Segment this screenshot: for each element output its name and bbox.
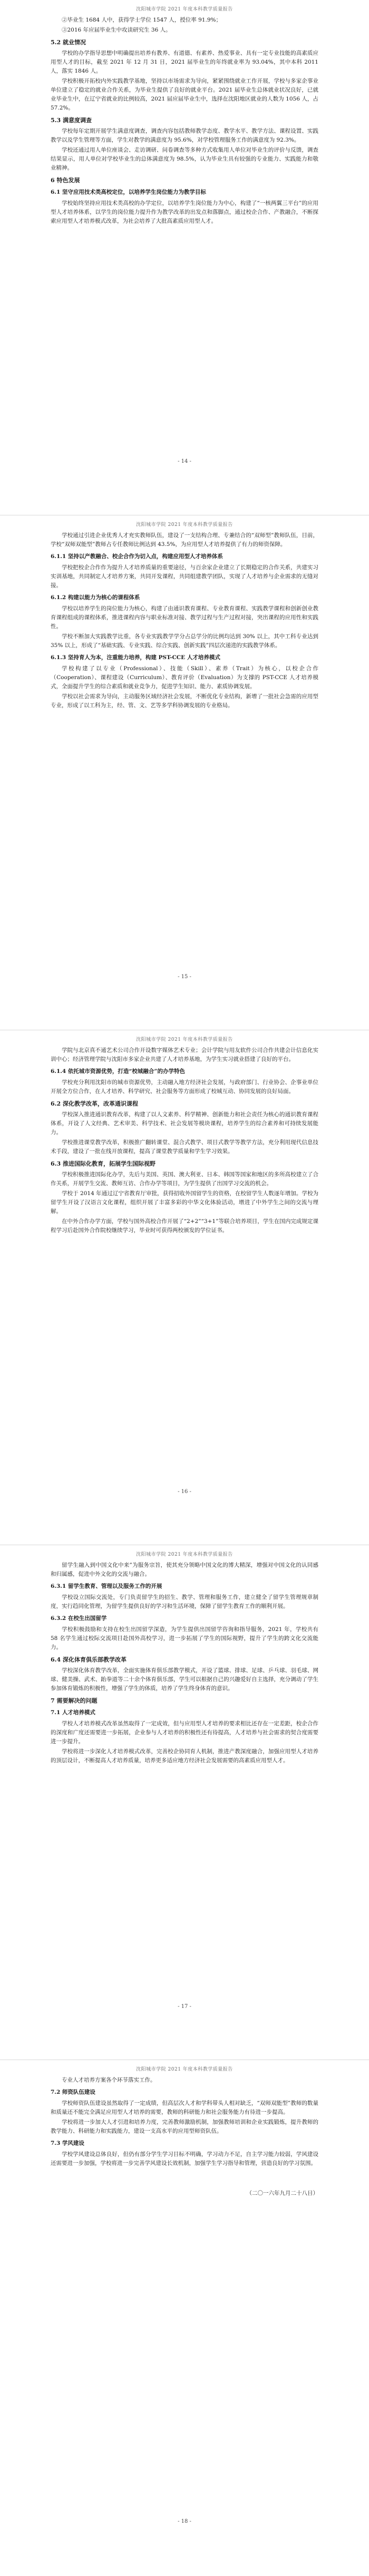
paragraph: 学校每年定期开展学生满意度调查，调查内容包括教师教学态度、教学水平、教学方法、课程设置、实践教学以及学生管理等方面，学生对教学的满意度为 95.6%，对学校管理服务工作的满意度为 92.3%。 <box>51 128 318 143</box>
running-head: 沈阳城市学院 2021 年度本科教学质量报告 <box>136 2067 233 2072</box>
paragraph: 在中外合作办学方面，学校与国外高校合作开展了“2+2”“3+1”等联合培养项目，学生在国内完成规定课程学习后赴国外合作院校继续学习，毕业时可获得两校颁发的学位证书。 <box>51 1218 318 1234</box>
paragraph: 留学生融入到中国文化中来”为服务宗旨，使其充分领略中国文化的博大精深，增强对中国文化的认同感和归属感，促进中外文化的交流与融合。 <box>51 1562 318 1577</box>
subsection-heading: 7.1 人才培养模式 <box>51 1709 95 1716</box>
running-head: 沈阳城市学院 2021 年度本科教学质量报告 <box>136 1037 233 1042</box>
paragraph: 学校将进一步深化人才培养模式改革，完善校企协同育人机制，推进产教深度融合，加强应用型人才培养的顶层设计，不断提高人才培养质量，培养更多适应地方经济社会发展需要的高素质应用型人才。 <box>51 1748 318 1764</box>
section-heading: 6 特色发展 <box>51 177 80 184</box>
running-head: 沈阳城市学院 2021 年度本科教学质量报告 <box>136 7 233 12</box>
paragraph: 学校将进一步加大人才引进和培养力度，完善教师激励机制，加强教师培训和企业实践锻炼，提升教师的教学能力、科研能力和实践能力，建设一支高水平的应用型师资队伍。 <box>51 2119 318 2134</box>
paragraph: 学校深化体育教学改革，全面实施体育俱乐部教学模式，开设了篮球、排球、足球、乒乓球、羽毛球、网球、健美操、武术、跆拳道等二十余个体育俱乐部，学生可以根据自己的兴趣爱好自主选择，充分调动了学生参加体育锻炼的积极性，增强了学生的体质，培养了学生终身体育的意识。 <box>51 1667 318 1692</box>
paragraph: 专业人才培养方案各个环节落实工作。 <box>62 2077 156 2083</box>
paragraph: 学校学风建设总体良好，但仍有部分学生学习目标不明确，学习动力不足，自主学习能力较弱，学风建设还需要进一步加强，学校将进一步完善学风建设长效机制，加强学生学习指导和管理，营造良好的学习氛围。 <box>51 2151 318 2166</box>
paragraph: 学校师资队伍建设虽然取得了一定成绩，但高层次人才和学科带头人相对缺乏，“双师双能型”教师的数量和质量还不能完全满足应用型人才培养的需要，教师的科研能力和社会服务能力有待进一步提高。 <box>51 2100 318 2115</box>
page-number: - 16 - <box>178 1489 191 1495</box>
subsection-heading: 7.2 师资队伍建设 <box>51 2089 95 2095</box>
paragraph: 学校积极开拓校内外实践教学基地，坚持以市场需求为导向，紧紧围绕就业工作开展，学校与多家企事业单位建立了稳定的就业合作关系，为毕业生提供了良好的就业平台。2021 届毕业生总体就业状况良好，已就业毕业生中，在辽宁省就业的比例较高，2021 届应届毕业生中，选择在沈阳地区就业的人数为 1056 人，占 57.2%。 <box>51 78 318 111</box>
document-page-3 <box>0 1030 369 1545</box>
paragraph: 学院与北京真不通艺术公司合作开设数字媒体艺术专业；会计学院与用友软件公司合作共建会计信息化实训中心；经济管理学院与沈阳市多家企业共建了人才培养基地，为学生实习就业搭建了良好的平台。 <box>51 1047 318 1062</box>
page-body <box>51 531 318 711</box>
section-heading: 5.3 满意度调查 <box>51 117 92 124</box>
page-body <box>51 1561 318 1766</box>
paragraph: 学校积极鼓励和支持在校生出国留学深造，为学生提供出国留学咨询和指导服务，2021 年，学校共有 58 名学生通过校际交流项目赴国外高校学习，进一步拓展了学生的国际视野，提升了学生的跨文化交流能力。 <box>51 1626 318 1650</box>
subsection-heading: 6.3.1 留学生教育、管理以及服务工作的开展 <box>51 1583 162 1589</box>
paragraph: 学校推进课堂教学改革，积极推广翻转课堂、混合式教学、项目式教学等教学方法，充分利用现代信息技术手段，建设了一批在线开放课程，提高了课堂教学质量和学生学习效果。 <box>51 1139 318 1155</box>
paragraph: 学校不断加大实践教学比重，各专业实践教学学分占总学分的比例均达到 30% 以上，其中工科专业达到 35% 以上，形成了“基础实践、专业实践、综合实践、创新实践”四层次递进的实践教学体系。 <box>51 633 318 649</box>
paragraph: 学校积极推进国际化办学，先后与美国、英国、澳大利亚、日本、韩国等国家和地区的多所高校建立了合作关系，开展学生交流、教师互访、合作办学等项目，为学生提供了出国学习交流的机会。 <box>51 1171 318 1187</box>
list-item: ③2016 年应届毕业生中攻读研究生 36 人。 <box>62 27 171 33</box>
subsection-heading: 6.1 坚守应用技术类高校定位，以培养学生岗位能力为教学目标 <box>51 189 206 195</box>
paragraph: 学校设立国际交流处，专门负责留学生的招生、教学、管理和服务工作，建立健全了留学生管理规章制度，实行趋同化管理，为留学生提供良好的学习和生活环境，保障了留学生教育工作的顺利开展。 <box>51 1594 318 1609</box>
page-body <box>51 2076 318 2204</box>
section-heading: 7 需要解决的问题 <box>51 1697 98 1704</box>
page-number: - 17 - <box>178 2004 191 2010</box>
document-page-4 <box>0 1545 369 2060</box>
subsection-heading: 7.3 学风建设 <box>51 2140 84 2146</box>
document-page-2 <box>0 515 369 1030</box>
subsection-heading: 6.1.4 依托城市资源优势，打造“校城融合”的办学特色 <box>51 1068 185 1075</box>
paragraph: 学校通过引进企业优秀人才充实教师队伍，建设了一支结构合理、专兼结合的“双师型”教师队伍，目前，学校“双师双能型”教师占专任教师比例达到 43.5%，为应用型人才培养提供了有力的师资保障。 <box>51 532 318 548</box>
paragraph: 学校始终坚持应用技术类高校的办学定位，以培养学生岗位能力为中心，构建了“一核两翼三平台”的应用型人才培养体系，以学生的岗位能力提升作为教学改革的出发点和落脚点，通过校企合作、产教融合，不断探索应用型人才培养模式改革，为社会培养了大批高素质应用型人才。 <box>51 200 318 224</box>
page-number: - 18 - <box>178 2519 191 2524</box>
page-number: - 14 - <box>178 459 191 464</box>
document-page-5 <box>0 2060 369 2575</box>
page-body <box>51 16 318 227</box>
subsection-heading: 6.1.3 坚持育人为本，注重能力培养，构建 PST-CCE 人才培养模式 <box>51 654 220 661</box>
paragraph: 学校人才培养模式改革虽然取得了一定成效，但与应用型人才培养的要求相比还存在一定差距，校企合作的深度和广度还需要进一步拓展，企业参与人才培养的积极性还有待提高，人才培养与社会需求的契合度需要进一步提升。 <box>51 1720 318 1745</box>
paragraph: 学校把校企合作作为提升人才培养质量的重要途径，与百余家企业建立了长期稳定的合作关系，共建实习实训基地，共同制定人才培养方案，共同开发课程，共同组建教学团队，实现了人才培养与企业需求的无缝对接。 <box>51 564 318 589</box>
document-page-1 <box>0 0 369 515</box>
paragraph: 学校构建了以专业（Professional）、技能（Skill）、素养（Trait）为核心，以校企合作（Cooperation）、课程建设（Curriculum）、教育评价（Evaluation）为支撑的 PST-CCE 人才培养模式，全面提升学生的综合素质和就业竞争力，促进学生知识、能力、素质协调发展。 <box>51 665 318 690</box>
paragraph: 学校充分利用沈阳市的城市资源优势，主动融入地方经济社会发展，与政府部门、行业协会、企事业单位开展全方位合作，在人才培养、科学研究、社会服务等方面形成了校城互动、协同发展的良好局面。 <box>51 1079 318 1095</box>
page-number: - 15 - <box>178 974 191 980</box>
list-item: ②毕业生 1684 人中，获得学士学位 1547 人，授位率 91.9%； <box>62 17 221 23</box>
paragraph: 学校还通过用人单位座谈会、走访调研、问卷调查等多种方式收集用人单位对毕业生的评价与反馈，调查结果显示，用人单位对学校毕业生的总体满意度为 98.5%，认为毕业生具有较强的专业能力、实践能力和敬业精神。 <box>51 147 318 171</box>
section-heading: 6.3 推进国际化教育，拓展学生国际视野 <box>51 1160 156 1167</box>
paragraph: 学校的办学指导思想中明确提出培养有教养、有道德、有素养、热爱事业、具有一定专业技能的高素质应用型人才的目标，截至 2021 年 12 月 31 日，2021 届毕业生的年终就业率为 93.04%，其中本科 2011 人，落实 1846 人。 <box>51 50 318 74</box>
running-head: 沈阳城市学院 2021 年度本科教学质量报告 <box>136 522 233 528</box>
running-head: 沈阳城市学院 2021 年度本科教学质量报告 <box>136 1552 233 1557</box>
paragraph: 学校深入推进通识教育改革，构建了以人文素养、科学精神、创新能力和社会责任为核心的通识教育课程体系，开设了人文经典、艺术审美、科学技术、社会发展等模块课程，培养学生的综合素养和可持续发展能力。 <box>51 1111 318 1136</box>
section-heading: 6.2 深化教学改革，改革通识课程 <box>51 1100 138 1107</box>
page-body <box>51 1046 318 1236</box>
subsection-heading: 6.1.1 坚持以产教融合、校企合作为切入点，构建应用型人才培养体系 <box>51 553 223 560</box>
section-heading: 6.4 深化体育俱乐部教学改革 <box>51 1656 127 1663</box>
subsection-heading: 6.3.2 在校生出国留学 <box>51 1615 107 1622</box>
section-heading: 5.2 就业情况 <box>51 39 86 46</box>
paragraph: 学校以社会需求为导向，主动服务区域经济社会发展，不断优化专业结构，新增了一批社会急需的应用型专业，形成了以工科为主，经、管、文、艺等多学科协调发展的专业格局。 <box>51 693 318 709</box>
date-signature: （二〇一六年九月二十八日） <box>246 2190 318 2196</box>
subsection-heading: 6.1.2 构建以能力为核心的课程体系 <box>51 594 140 601</box>
paragraph: 学校于 2014 年通过辽宁省教育厅审批，获得招收外国留学生的资格，在校留学生人数逐年增加。学校为留学生开设了汉语言文化课程，组织开展了丰富多彩的中华文化体验活动，增进了中外学生之间的交流与理解。 <box>51 1190 318 1215</box>
paragraph: 学校以培养学生的岗位能力为核心，构建了由通识教育课程、专业教育课程、实践教学课程和创新创业教育课程组成的课程体系，推进课程内容与职业标准对接、教学过程与生产过程对接，突出课程的应用性和实践性。 <box>51 605 318 630</box>
